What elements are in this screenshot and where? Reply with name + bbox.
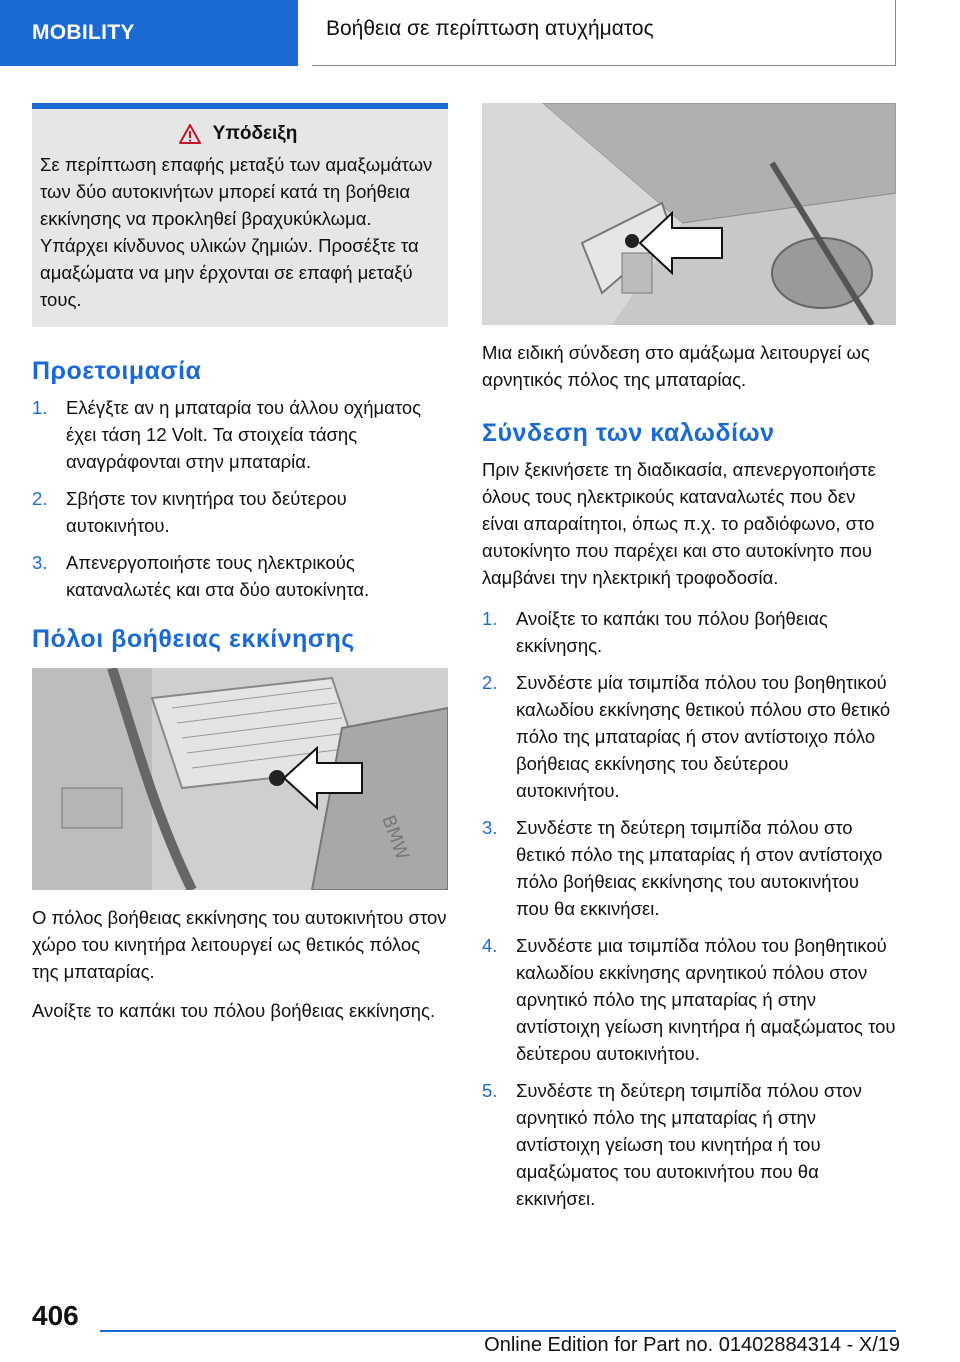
positive-pole-text: Ο πόλος βοήθειας εκκίνησης του αυτοκινήτου στον χώρο του κινητήρα λειτουργεί ως θετικός πόλος της μπαταρίας. [32,907,447,982]
page-header [0,0,960,66]
open-cap-text: Ανοίξτε το καπάκι του πόλου βοήθειας εκκίνησης. [32,1000,436,1021]
list-item: 5. Συνδέστε τη δεύτερη τσιμπίδα πόλου στον αρνητικό πόλο της μπαταρίας ή στην αντίστοιχη γείωση του κινητήρα ή του αμαξώματος του αυτοκινήτου που θα εκκινήσει. [482,1080,862,1209]
left-column [32,103,448,1024]
warning-triangle-icon [179,124,201,144]
section-tab: MOBILITY [0,0,298,66]
notice-title: Υπόδειξη [212,123,298,144]
svg-text:BMW: BMW [377,812,413,863]
connecting-steps [482,605,896,1212]
engine-bay-photo-ground [482,103,896,325]
preparation-steps [32,394,448,603]
list-item: 2. Συνδέστε μία τσιμπίδα πόλου του βοηθητικού καλωδίου εκκίνησης θετικού πόλου στο θετικό πόλο της μπαταρίας ή στον αντίστοιχο πόλο βοήθειας εκκίνησης του δεύτερου αυτοκινήτου. [482,672,891,801]
jump-points-heading: Πόλοι βοήθειας εκκίνησης [32,625,355,653]
page-number: 406 [32,1300,79,1331]
list-item: 3. Συνδέστε τη δεύτερη τσιμπίδα πόλου στο θετικό πόλο της μπαταρίας ή στον αντίστοιχο πόλο βοήθειας εκκίνησης του αυτοκινήτου που θα εκκινήσει. [482,817,883,919]
preparation-heading: Προετοιμασία [32,357,202,385]
right-column [482,103,896,1222]
list-item: 4. Συνδέστε μια τσιμπίδα πόλου του βοηθητικού καλωδίου εκκίνησης αρνητικού πόλου στον αρνητικό πόλο της μπαταρίας ή στην αντίστοιχη γείωση κινητήρα ή αμαξώματος του δεύτερου αυτοκινήτου. [482,935,896,1064]
engine-bay-photo-positive [32,668,448,890]
ground-note-text: Μια ειδική σύνδεση στο αμάξωμα λειτουργεί ως αρνητικός πόλος της μπαταρίας. [482,342,870,390]
notice-header [40,123,436,145]
connecting-heading: Σύνδεση των καλωδίων [482,419,775,447]
connecting-intro: Πριν ξεκινήσετε τη διαδικασία, απενεργοποιήστε όλους τους ηλεκτρικούς καταναλωτές που δεν είναι απαραίτητοι, όπως π.χ. το ραδιόφωνο, στο αυτοκίνητο που παρέχει και στο αυτοκίνητο που λαμβάνει την ηλεκτρική τροφοδοσία. [482,459,876,588]
footer-divider [100,1330,896,1332]
list-item: 1. Ελέγξτε αν η μπαταρία του άλλου οχήματος έχει τάση 12 Volt. Τα στοιχεία τάσης αναγράφονται στην μπαταρία. [32,397,422,472]
list-item: 2. Σβήστε τον κινητήρα του δεύτερου αυτοκινήτου. [32,488,347,536]
edition-text: Online Edition for Part no. 01402884314 - X/19 [484,1334,900,1356]
chapter-title: Βοήθεια σε περίπτωση ατυχήματος [312,0,896,66]
list-item: 3. Απενεργοποιήστε τους ηλεκτρικούς καταναλωτές και στα δύο αυτοκίνητα. [32,552,370,600]
notice-box [32,103,448,327]
list-item: 1. Ανοίξτε το καπάκι του πόλου βοήθειας εκκίνησης. [482,608,828,656]
notice-text: Σε περίπτωση επαφής μεταξύ των αμαξωμάτων των δύο αυτοκινήτων μπορεί κατά τη βοήθεια εκκίνησης να προκληθεί βραχυκύκλωμα. Υπάρχει κίνδυνος υλικών ζημιών. Προσέξτε τα αμαξώματα να μην έρχονται σε επαφή μεταξύ τους. [40,154,433,310]
